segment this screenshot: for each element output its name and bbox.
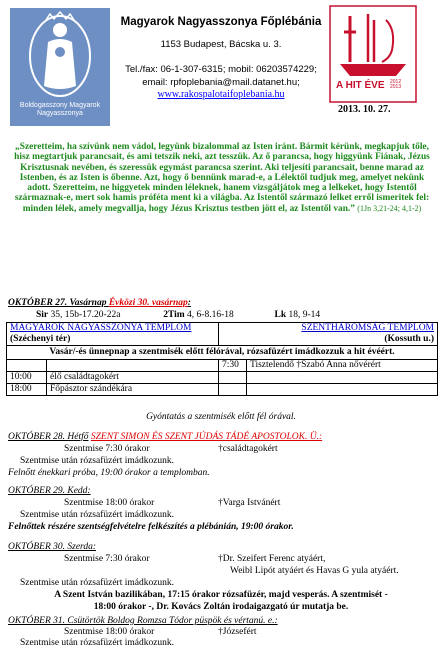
day-30-mass: Szentmise 7:30 órakor — [64, 554, 150, 564]
scripture-quote — [12, 142, 432, 214]
day-28-mass: Szentmise 7:30 órakor — [64, 444, 150, 454]
day-30-heading: OKTÓBER 30. Szerda: — [8, 542, 97, 552]
church-2-place: (Kossuth u.) — [219, 334, 438, 346]
scripture-reference: (1Jn 3,21-24; 4,1-2) — [357, 203, 422, 213]
mass-schedule-table — [6, 322, 438, 396]
reading-1: 35, 15b-17.20-22a — [48, 310, 121, 320]
church-1-name: MAGYAROK NAGYASSZONYA TEMPLOM — [7, 323, 219, 335]
day-31-mass: Szentmise 18:00 órakor — [64, 627, 155, 637]
rosary-notice: Vasár/-és ünnepnap a szentmisék előtt félórával, rózsafüzért imádkozzuk a hit évéért. — [7, 346, 438, 360]
parish-phone: Tel./fax: 06-1-307-6315; mobil: 06203574229; — [125, 64, 317, 75]
church-1-place: (Széchenyi tér) — [7, 334, 219, 346]
year-of-faith-logo — [330, 6, 416, 102]
sunday-readings — [36, 310, 320, 320]
sunday-heading-feast: Évközi 30. vasárnap — [108, 298, 188, 308]
day-29-mass: Szentmise 18:00 órakor — [64, 498, 155, 508]
year-of-faith-years: 2012 2013 — [390, 79, 402, 90]
table-row: 18:00 Főpásztor szándékára — [7, 384, 438, 396]
parish-title: Magyarok Nagyasszonya Főplébánia — [120, 16, 322, 28]
parish-header — [115, 8, 327, 100]
day-28-heading: OKTÓBER 28. Hétfő SZENT SIMON ÉS SZENT JÚDÁS TÁDÉ APOSTOLOK. Ü.: — [8, 432, 323, 442]
sunday-heading-end: : — [187, 298, 191, 308]
bulletin-date: 2013. 10. 27. — [338, 104, 391, 115]
parish-website-link[interactable]: www.rakospalotaifoplebania.hu — [157, 89, 285, 100]
reading-3: 18, 9-14 — [286, 310, 321, 320]
day-30-note-2: 18:00 órakor -, Dr. Kovács Zoltán irodaigazgató úr mutatja be. — [93, 602, 349, 612]
day-31-heading: OKTÓBER 31. Csütörtök Boldog Romzsa Tódor püspök és vértanú. e.: — [8, 616, 278, 626]
parish-logo-left-text: Boldogasszony Magyarok Nagyasszonya — [19, 102, 101, 117]
day-29-intent: †Varga Istvánért — [218, 498, 281, 508]
scripture-quote-text: „Szeretteim, ha szívünk nem vádol, legyünk bizalommal az Isten iránt. Bármit kérünk, megkapjuk tőle, hisz megtartjuk parancsait, és ami tetszik neki, azt tesszük. Az ő parancsa, hogy higgyünk Fiának, Jézus Krisztusnak nevében, és szeressük egymást parancsa szerint. Aki teljesíti parancsait, benne marad az Istenben, és az Isten is őbenne. Azt, hogy ő bennünk marad-e, a Lélektől tudjuk meg, amelyet nekünk adott. Szeretteim, ne higgyetek minden léleknek, hanem vizsgáljátok meg a lelkeket, hogy Istentől származnak-e, mert sok hamis próféta ment ki a világba. Az Istentől származó lelket erről ismeritek fel: minden lélek, amely megvallja, hogy Jézus Krisztus testben jött el, az Istentől van.” — [14, 142, 430, 214]
sunday-heading-date: OKTÓBER 27. Vasárnap — [8, 298, 109, 308]
table-row: 7:30 Tisztelendő †Szabó Anna nővérért — [7, 360, 438, 372]
day-30-intent-2: Weibl Lipót atyáért és Havas G yula atyáért. — [230, 566, 399, 576]
reading-3-label: Lk — [274, 310, 287, 320]
reading-1-label: Sir — [36, 310, 49, 320]
church-2-name: SZENTHÁROMSÁG TEMPLOM — [219, 323, 438, 335]
day-28-rosary: Szentmise után rózsafüzért imádkozunk. — [20, 456, 175, 466]
table-row: 10:00 élő családtagokért — [7, 372, 438, 384]
confession-note: Gyóntatás a szentmisék előtt fél órával. — [146, 412, 296, 422]
reading-2: 4, 6-8.16-18 — [184, 310, 234, 320]
year-of-faith-text: A HIT ÉVE — [336, 80, 385, 91]
day-31-rosary: Szentmise után rózsafüzért imádkozunk. — [20, 638, 175, 648]
day-30-note-1: A Szent István bazilikában, 17:15 órakor rózsafüzér, majd vesperás. A szentmisét - — [54, 590, 388, 600]
day-30-rosary: Szentmise után rózsafüzért imádkozunk. — [20, 578, 175, 588]
day-28-choir: Felnőtt énekkari próba, 19:00 órakor a templomban. — [8, 468, 210, 478]
parish-logo-left — [10, 8, 110, 126]
day-28-intent: †családtagokért — [218, 444, 278, 454]
day-31-intent: †Józsefért — [218, 627, 257, 637]
day-30-intent-1: †Dr. Szeifert Ferenc atyáért, — [218, 554, 326, 564]
parish-email: email: rpfoplebania@mail.datanet.hu; — [142, 77, 300, 88]
reading-2-label: 2Tim — [163, 310, 185, 320]
day-29-heading: OKTÓBER 29. Kedd: — [8, 486, 91, 496]
sunday-heading — [8, 298, 191, 308]
day-29-rosary: Szentmise után rózsafüzért imádkozunk. — [20, 510, 175, 520]
parish-address: 1153 Budapest, Bácska u. 3. — [160, 39, 282, 50]
day-29-note: Felnőttek részére szentségfelvételre felkészítés a plébánián, 19:00 órakor. — [8, 522, 294, 532]
